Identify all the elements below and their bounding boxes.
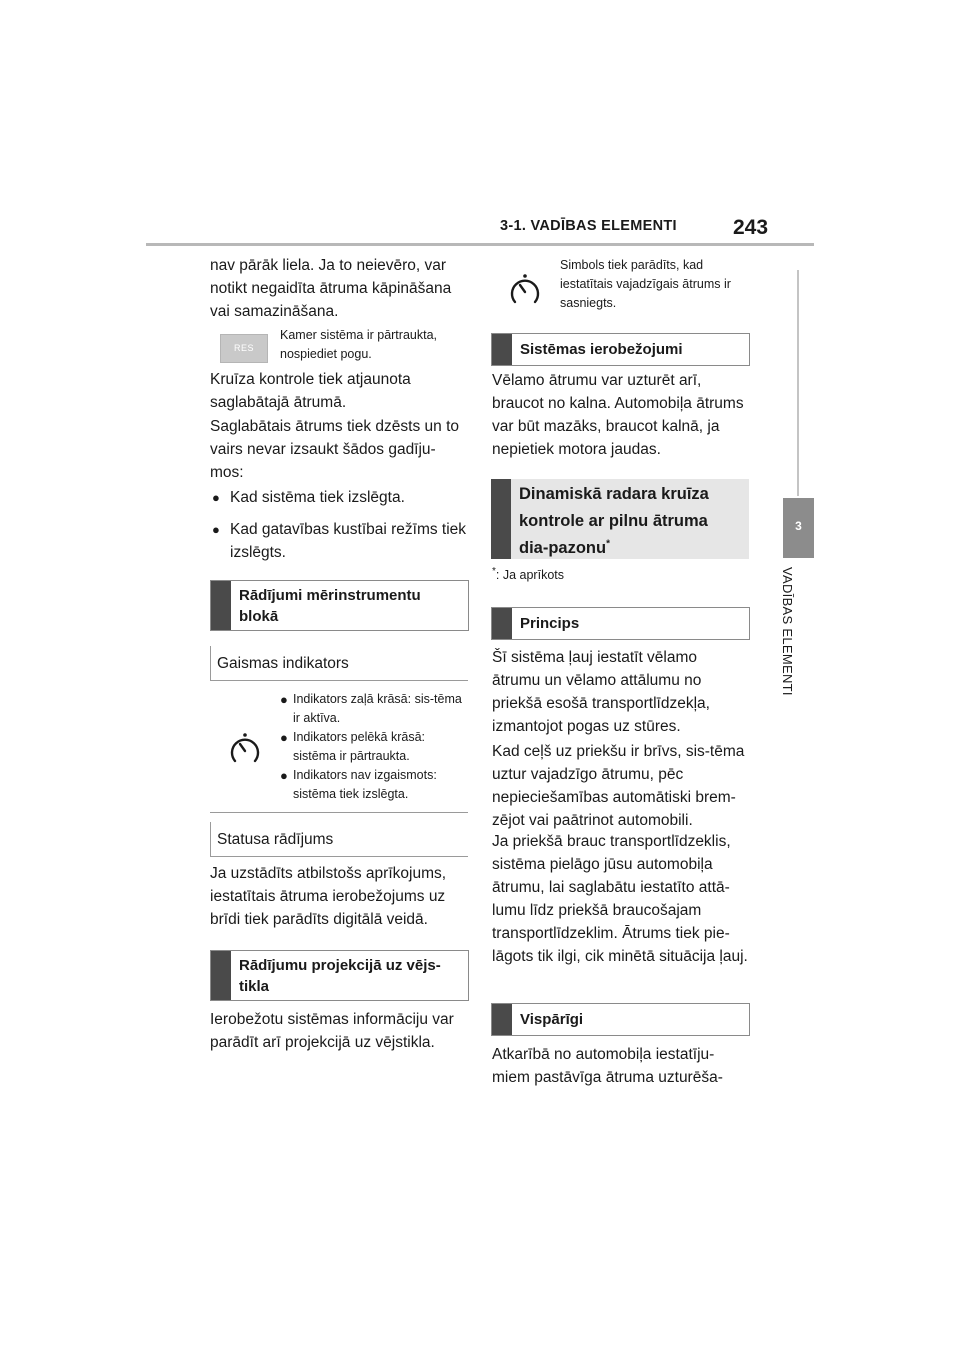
section-heading-text: [519, 481, 741, 562]
heading-bar: [211, 951, 231, 1000]
chapter-label: VADĪBAS ELEMENTI: [780, 567, 795, 696]
section-heading-text: Rādījumu projekcijā uz vējs-tikla: [239, 957, 441, 995]
symbol-caption: Simbols tiek parādīts, kad iestatītais vajadzīgais ātrums ir sasniegts.: [560, 258, 731, 310]
heading-bar: [492, 1004, 512, 1035]
row-border: [210, 822, 211, 856]
intro-paragraph: nav pārāk liela. Ja to neievēro, var notikt negaidīta ātruma kāpināšana vai samazināšana.: [210, 257, 452, 320]
paragraph-speed-limit: Ja uzstādīts atbilstošs aprīkojums, iestatītais ātruma ierobežojums uz brīdi tiek parādīts digitālā veidā.: [210, 865, 447, 928]
section-heading-text: Rādījumi mērinstrumentu blokā: [239, 587, 421, 625]
heading-bar: [492, 608, 512, 639]
section-title: 3-1. VADĪBAS ELEMENTI: [500, 218, 677, 234]
section-heading-limits: [491, 333, 750, 366]
list-item: ● Kad gatavības kustībai režīms tiek izslēgts.: [212, 518, 468, 564]
res-button-icon: RES: [220, 334, 268, 363]
row-label-indicator: Gaismas indikators: [217, 655, 349, 672]
heading-bar: [491, 479, 511, 559]
row-divider: [210, 812, 468, 813]
indicator-states-list: [280, 690, 470, 804]
paragraph-free-road: Kad ceļš uz priekšu ir brīvs, sis-tēma uztur vajadzīgo ātrumu, pēc nepieciešamības automātiski brem-zējot vai paātrinot automobili.: [492, 743, 745, 829]
section-heading-cluster: [210, 580, 469, 631]
set-speed-reached-icon: [508, 272, 542, 308]
paragraph-limits: Vēlamo ātrumu var uzturēt arī, braucot no kalna. Automobiļa ātrums var būt mazāks, braucot kalnā, ja nepietiek motora jaudas.: [492, 372, 744, 458]
page-number: 243: [733, 216, 769, 239]
heading-bar: [492, 334, 512, 365]
res-caption: Kamer sistēma ir pārtraukta, nospiediet pogu.: [280, 328, 437, 361]
row-divider: [210, 680, 468, 681]
footnote-marker: *: [492, 565, 496, 577]
row-border: [210, 646, 211, 680]
section-heading-text: Vispārīgi: [520, 1011, 584, 1028]
section-heading-principle: [491, 607, 750, 640]
heading-bar: [211, 581, 231, 630]
section-heading-hud: [210, 950, 469, 1001]
section-heading-text: Princips: [520, 615, 580, 632]
list-item: ● Indikators nav izgaismots: sistēma tiek izslēgta.: [280, 766, 470, 804]
paragraph-hud: Ierobežotu sistēmas informāciju var parādīt arī projekcijā uz vējstikla.: [210, 1011, 454, 1051]
row-label-status: Statusa rādījums: [217, 831, 334, 848]
footnote-text: : Ja aprīkots: [495, 568, 564, 582]
row-divider: [210, 856, 468, 857]
cruise-control-icon: [229, 731, 261, 767]
section-heading-general: [491, 1003, 750, 1036]
list-item: ● Indikators zaļā krāsā: sis-tēma ir aktīva.: [280, 690, 470, 728]
header-divider: [146, 243, 814, 246]
paragraph-saved-speed: Saglabātais ātrums tiek dzēsts un to vairs nevar izsaukt šādos gadīju-mos:: [210, 418, 459, 481]
heading-text: Dinamiskā radara kruīza kontrole ar pilnu ātruma dia-pazonu: [519, 485, 709, 557]
chapter-number: 3: [795, 519, 802, 533]
footnote: [492, 566, 564, 585]
footnote-marker: *: [606, 538, 610, 550]
conditions-list: [212, 486, 468, 564]
paragraph-principle: Šī sistēma ļauj iestatīt vēlamo ātrumu un vēlamo attālumu no priekšā esošā transportlīdzekļa, izmantojot pogas uz stūres.: [492, 649, 710, 735]
paragraph-vehicle-ahead: Ja priekšā brauc transportlīdzeklis, sistēma pielāgo jūsu automobiļa ātrumu, lai saglabātu iestatīto attā-lumu līdz priekšā braucošajam transportlīdzeklim. Ātrums tiek pie-lāgots tik ilgi, cik minētā situācija ļauj.: [492, 833, 748, 965]
paragraph-general: Atkarībā no automobiļa iestatīju-miem pastāvīga ātruma uzturēša-: [492, 1046, 723, 1086]
side-divider: [797, 270, 799, 496]
section-heading-radar-cruise: [491, 479, 749, 559]
section-heading-text: Sistēmas ierobežojumi: [520, 341, 683, 358]
paragraph-resume: Kruīza kontrole tiek atjaunota saglabātajā ātrumā.: [210, 371, 411, 411]
list-item: ● Kad sistēma tiek izslēgta.: [212, 486, 468, 509]
list-item: ● Indikators pelēkā krāsā: sistēma ir pārtraukta.: [280, 728, 470, 766]
